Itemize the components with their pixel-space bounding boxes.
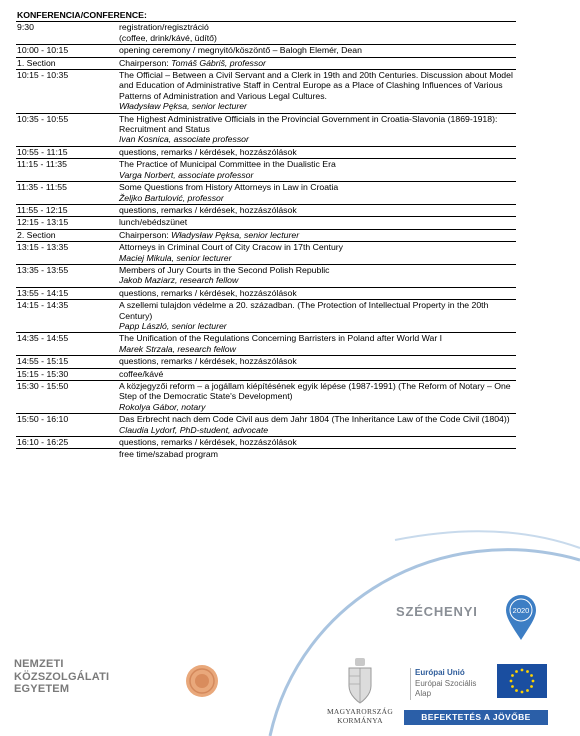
schedule-speaker: Papp László, senior lecturer xyxy=(119,320,227,331)
schedule-time: 14:55 - 15:15 xyxy=(17,356,69,367)
schedule-time: 16:10 - 16:25 xyxy=(17,437,69,448)
eu-star xyxy=(521,669,524,672)
schedule-title: Members of Jury Courts in the Second Polish Republic xyxy=(119,264,330,275)
schedule-row xyxy=(16,242,516,265)
schedule-title: The Practice of Municipal Committee in the Dualistic Era xyxy=(119,159,336,170)
schedule-title: free time/szabad program xyxy=(119,449,218,460)
schedule-row xyxy=(16,265,516,288)
government-logo-text: MAGYARORSZÁG KORMÁNYA xyxy=(326,707,394,725)
nke-logo-text: NEMZETI KÖZSZOLGÁLATI EGYETEM xyxy=(14,658,110,695)
szechenyi-text: SZÉCHENYI xyxy=(396,604,478,619)
schedule-row xyxy=(16,22,516,45)
schedule-content xyxy=(119,182,516,203)
schedule-speaker: Władysław Pęksa, senior lecturer xyxy=(171,229,300,240)
schedule-row xyxy=(16,449,516,460)
schedule-time: 9:30 xyxy=(17,22,34,33)
schedule-title: The Highest Administrative Officials in the Provincial Government in Croatia-Slavonia (1869-1918): Recruitment and Status xyxy=(119,113,498,135)
schedule-time xyxy=(16,449,119,459)
schedule-time: 15:30 - 15:50 xyxy=(17,381,69,391)
schedule-speaker: Ivan Kosnica, associate professor xyxy=(119,134,249,145)
eu-star xyxy=(526,689,529,692)
schedule-content xyxy=(119,114,516,145)
schedule-row xyxy=(16,356,516,368)
schedule-row xyxy=(16,159,516,182)
schedule-title: questions, remarks / kérdések, hozzászólások xyxy=(119,146,297,157)
schedule-content xyxy=(119,288,516,298)
szechenyi-logo xyxy=(396,604,478,619)
schedule-time: 10:35 - 10:55 xyxy=(17,113,69,124)
schedule-row xyxy=(16,58,516,70)
schedule-title: Attorneys in Criminal Court of City Cracow in 17th Century xyxy=(119,242,344,253)
schedule-content xyxy=(119,58,516,68)
schedule-title: questions, remarks / kérdések, hozzászólások xyxy=(119,287,297,298)
schedule-content xyxy=(119,147,516,157)
schedule-time: 10:55 - 11:15 xyxy=(17,146,68,157)
schedule-content xyxy=(119,242,516,263)
schedule-content xyxy=(119,217,516,227)
schedule-content xyxy=(119,333,516,354)
schedule-title: Chairperson: xyxy=(119,229,172,240)
schedule-time: 13:55 - 14:15 xyxy=(17,287,69,298)
eu-star xyxy=(515,689,518,692)
schedule-time: 13:35 - 13:55 xyxy=(17,264,69,275)
eu-logo-text: Európai Unió Európai Szociális Alap xyxy=(410,668,476,700)
schedule-time: 12:15 - 13:15 xyxy=(17,217,69,228)
schedule-title: opening ceremony / megnyitó/köszöntő – Balogh Elemér, Dean xyxy=(119,45,362,56)
eu-star xyxy=(530,685,533,688)
schedule-time: 10:00 - 10:15 xyxy=(17,45,69,56)
schedule-row xyxy=(16,182,516,205)
schedule-time: 11:55 - 12:15 xyxy=(17,204,68,215)
schedule-row xyxy=(16,369,516,381)
schedule-row xyxy=(16,147,516,159)
schedule-row xyxy=(16,70,516,114)
schedule-row xyxy=(16,205,516,217)
eu-star xyxy=(515,670,518,673)
schedule-time: 1. Section xyxy=(17,57,56,68)
schedule-content xyxy=(119,22,516,43)
conference-schedule xyxy=(16,10,516,461)
schedule-title: questions, remarks / kérdések, hozzászólások xyxy=(119,437,297,448)
schedule-time: 11:15 - 11:35 xyxy=(17,159,67,170)
nke-seal-icon xyxy=(185,664,219,698)
schedule-time: 10:15 - 10:35 xyxy=(17,70,69,81)
schedule-speaker: Željko Bartulović, professor xyxy=(119,192,224,203)
eu-star xyxy=(511,685,514,688)
schedule-content xyxy=(119,265,516,286)
schedule-content xyxy=(119,205,516,215)
schedule-title: registration/regisztráció xyxy=(119,22,209,33)
schedule-speaker: Varga Norbert, associate professor xyxy=(119,169,254,180)
schedule-content xyxy=(119,449,516,459)
schedule-title: Some Questions from History Attorneys in Law in Croatia xyxy=(119,182,339,193)
schedule-title: A szellemi tulajdon védelme a 20. században. (The Protection of Intellectual Property in the 20th Century) xyxy=(119,300,489,321)
schedule-content xyxy=(119,159,516,180)
eu-star xyxy=(521,691,524,694)
schedule-time: 11:35 - 11:55 xyxy=(17,182,67,193)
schedule-content xyxy=(119,356,516,366)
schedule-content xyxy=(119,70,516,112)
schedule-time: 14:35 - 14:55 xyxy=(17,333,69,344)
schedule-content xyxy=(119,369,516,379)
schedule-row xyxy=(16,300,516,333)
schedule-title: questions, remarks / kérdések, hozzászólások xyxy=(119,356,297,367)
eu-star xyxy=(532,680,535,683)
schedule-content xyxy=(119,381,516,412)
befektetes-banner: BEFEKTETÉS A JÖVŐBE xyxy=(404,710,548,725)
schedule-title: A közjegyzői reform – a jogállam kiépítésének egyik lépése (1987-1991) (The Reform of Notary – One Step of the Democratic State's Development) xyxy=(119,381,511,402)
schedule-rows xyxy=(16,22,516,460)
schedule-time: 15:50 - 16:10 xyxy=(17,414,69,425)
szechenyi-year: 2020 xyxy=(512,606,530,615)
schedule-row xyxy=(16,217,516,229)
schedule-time: 14:15 - 14:35 xyxy=(17,300,69,311)
schedule-title: coffee/kávé xyxy=(119,368,164,379)
eu-star xyxy=(530,674,533,677)
schedule-speaker: Jakob Maziarz, research fellow xyxy=(119,275,239,286)
schedule-row xyxy=(16,288,516,300)
schedule-content xyxy=(119,300,516,331)
schedule-header: KONFERENCIA/CONFERENCE: xyxy=(16,10,516,22)
schedule-speaker: Tomáš Gábriš, professor xyxy=(171,57,266,68)
schedule-title: The Unification of the Regulations Concerning Barristers in Poland after World War I xyxy=(119,333,443,344)
schedule-content xyxy=(119,414,516,435)
schedule-content xyxy=(119,230,516,240)
schedule-time: 2. Section xyxy=(17,229,56,240)
schedule-title: Chairperson: xyxy=(119,57,172,68)
schedule-content xyxy=(119,437,516,447)
schedule-row xyxy=(16,414,516,437)
schedule-row xyxy=(16,45,516,57)
schedule-row xyxy=(16,230,516,242)
schedule-speaker: Marek Strzala, research fellow xyxy=(119,343,236,354)
schedule-title: Das Erbrecht nach dem Code Civil aus dem Jahr 1804 (The Inheritance Law of the Code Civil (1804)) xyxy=(119,414,510,425)
schedule-speaker: Claudia Lydorf, PhD-student, advocate xyxy=(119,424,269,435)
schedule-row xyxy=(16,114,516,147)
eu-flag-icon xyxy=(497,664,547,698)
schedule-speaker: Maciej Mikula, senior lecturer xyxy=(119,252,232,263)
schedule-title: lunch/ebédszünet xyxy=(119,217,188,228)
eu-star xyxy=(526,670,529,673)
schedule-time: 13:15 - 13:35 xyxy=(17,242,69,253)
schedule-title: The Official – Between a Civil Servant and a Clerk in 19th and 20th Centuries. Discussion about Model and Education of Administrative Staff in Central Europe as a Place of Clashing Influences of Various Patterns of Administration and Various Legal Cultures. xyxy=(119,70,513,101)
schedule-speaker: Władysław Pęksa, senior lecturer xyxy=(119,101,247,112)
schedule-row xyxy=(16,333,516,356)
coat-of-arms-icon xyxy=(344,656,376,706)
eu-star xyxy=(511,674,514,677)
eu-star xyxy=(510,680,513,683)
schedule-row xyxy=(16,381,516,414)
schedule-content xyxy=(119,45,516,55)
schedule-speaker: (coffee, drink/kávé, üdítő) xyxy=(119,32,217,43)
szechenyi-pin-icon xyxy=(504,592,538,642)
schedule-row xyxy=(16,437,516,449)
schedule-title: questions, remarks / kérdések, hozzászólások xyxy=(119,204,297,215)
schedule-time: 15:15 - 15:30 xyxy=(17,368,69,379)
schedule-speaker: Rokolya Gábor, notary xyxy=(119,401,206,412)
